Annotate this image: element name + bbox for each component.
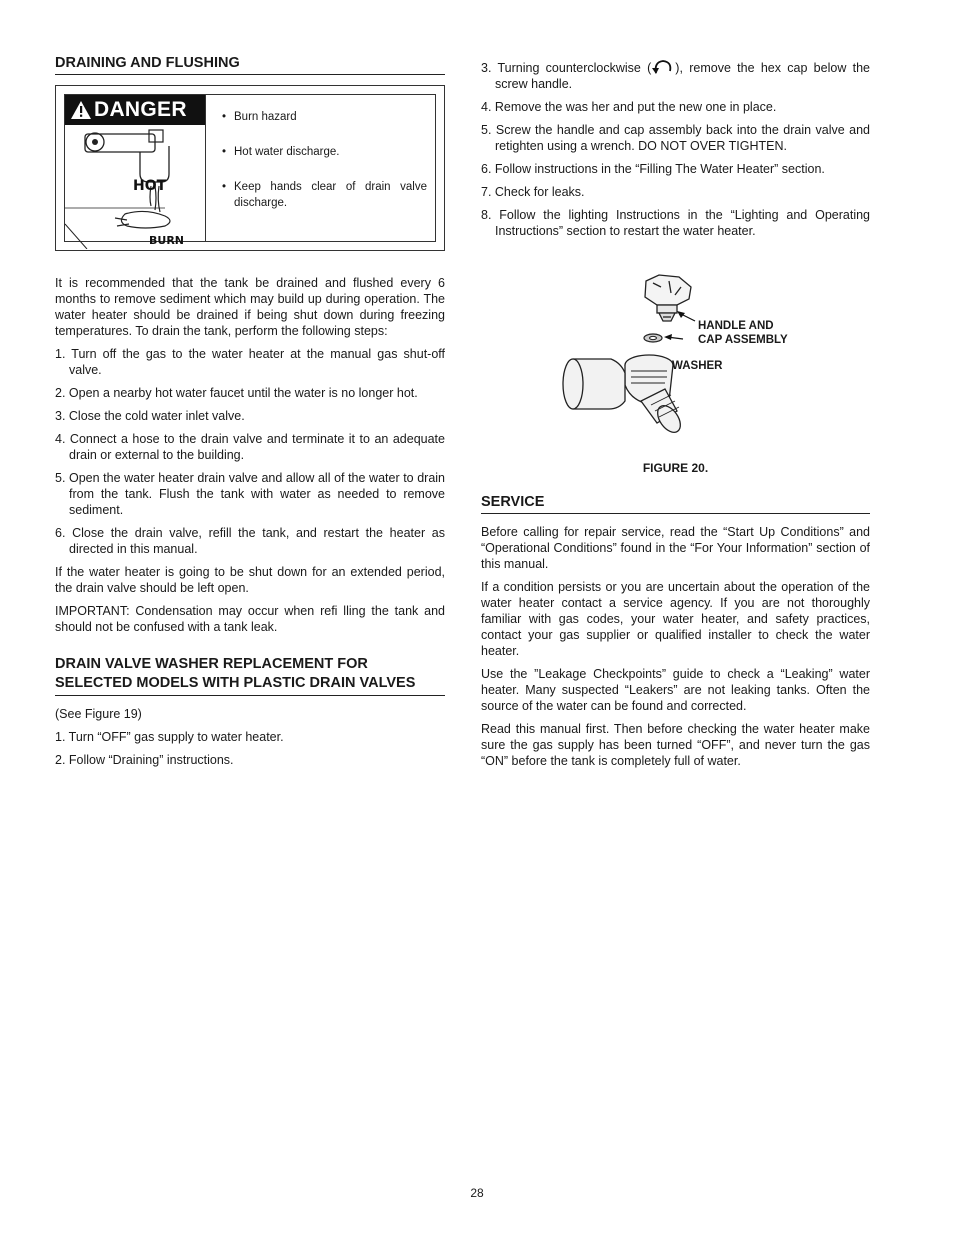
figure-caption: FIGURE 20. bbox=[642, 461, 709, 475]
draining-step: 5. Open the water heater drain valve and allow all of the water to drain from the tank. Flush the tank with water as needed to remove sediment. bbox=[55, 471, 445, 517]
faucet-burn-icon bbox=[65, 126, 203, 249]
service-paragraph: Use the ”Leakage Checkpoints” guide to check a “Leaking” water heater. Many suspected “Leakers” are not leaking tanks. Often the source of the water can be found and corrected. bbox=[481, 667, 870, 713]
danger-bullet: • Hot water discharge. bbox=[222, 146, 340, 158]
draining-step: 6. Close the drain valve, refill the tank, and restart the heater as directed in this manual. bbox=[55, 526, 445, 556]
counterclockwise-arrow-icon bbox=[652, 59, 674, 75]
svg-text:BURN: BURN bbox=[149, 234, 184, 247]
svg-text:HOT: HOT bbox=[133, 178, 167, 194]
washer-step: 2. Follow “Draining” instructions. bbox=[55, 753, 234, 767]
figure-20-drain-valve bbox=[481, 273, 870, 453]
washer-step: 7. Check for leaks. bbox=[481, 185, 585, 199]
right-column bbox=[481, 59, 870, 776]
draining-section-title: DRAINING AND FLUSHING bbox=[55, 54, 445, 75]
page-number: 28 bbox=[470, 1186, 484, 1200]
draining-intro: It is recommended that the tank be drained and flushed every 6 months to remove sediment which may build up during operation. The water heater should be drained if being shut down during freezing temperatures. To drain the tank, perform the following steps: bbox=[55, 276, 445, 338]
important-note: IMPORTANT: Condensation may occur when refi lling the tank and should not be confused with a tank leak. bbox=[55, 604, 445, 634]
danger-bullet: • Burn hazard bbox=[222, 111, 297, 123]
service-paragraph: Before calling for repair service, read the “Start Up Conditions” and “Operational Conditions” found in the “For Your Information” section of this manual. bbox=[481, 525, 870, 571]
service-paragraph: If a condition persists or you are uncertain about the operation of the water heater contact a service agency. If you are not thoroughly familiar with gas codes, your water heater, and safety practices, contact your gas supplier or qualified installer to check the water heater. bbox=[481, 580, 870, 658]
service-paragraph: Read this manual first. Then before checking the water heater make sure the gas supply has been turned “OFF”, and never turn the gas “ON” before the tank is completely full of water. bbox=[481, 722, 870, 768]
service-section-title: SERVICE bbox=[481, 493, 870, 514]
label-washer: WASHER bbox=[672, 360, 723, 372]
washer-step: 5. Screw the handle and cap assembly back into the drain valve and retighten using a wrench. DO NOT OVER TIGHTEN. bbox=[481, 123, 870, 153]
draining-step: 3. Close the cold water inlet valve. bbox=[55, 409, 245, 423]
washer-section-title: DRAIN VALVE WASHER REPLACEMENT FOR SELECTED MODELS WITH PLASTIC DRAIN VALVES bbox=[55, 655, 445, 696]
see-figure-ref: (See Figure 19) bbox=[55, 707, 142, 721]
label-handle-cap: HANDLE AND CAP ASSEMBLY bbox=[698, 320, 788, 346]
draining-step: 4. Connect a hose to the drain valve and terminate it to an adequate drain or external to the building. bbox=[55, 432, 445, 462]
danger-warning-box bbox=[55, 85, 445, 251]
washer-step: 1. Turn “OFF” gas supply to water heater. bbox=[55, 730, 284, 744]
danger-header bbox=[65, 95, 205, 125]
left-column bbox=[55, 54, 445, 775]
danger-bullet: • Keep hands clear of drain valve discharge. bbox=[222, 181, 427, 209]
extended-shutdown-note: If the water heater is going to be shut down for an extended period, the drain valve should be left open. bbox=[55, 565, 445, 595]
washer-step: 8. Follow the lighting Instructions in the “Lighting and Operating Instructions” section to restart the water heater. bbox=[481, 208, 870, 238]
danger-bullets bbox=[206, 95, 435, 241]
warning-triangle-icon bbox=[70, 100, 92, 120]
danger-illustration bbox=[65, 95, 206, 247]
washer-step: 3. Turning counterclockwise ( ), remove the hex cap below the screw handle. bbox=[481, 61, 870, 91]
washer-step: 4. Remove the was her and put the new one in place. bbox=[481, 100, 777, 114]
danger-header-text: DANGER bbox=[94, 98, 187, 121]
washer-step: 6. Follow instructions in the “Filling The Water Heater” section. bbox=[481, 162, 825, 176]
draining-step: 1. Turn off the gas to the water heater at the manual gas shut-off valve. bbox=[55, 347, 445, 377]
draining-step: 2. Open a nearby hot water faucet until the water is no longer hot. bbox=[55, 386, 418, 400]
